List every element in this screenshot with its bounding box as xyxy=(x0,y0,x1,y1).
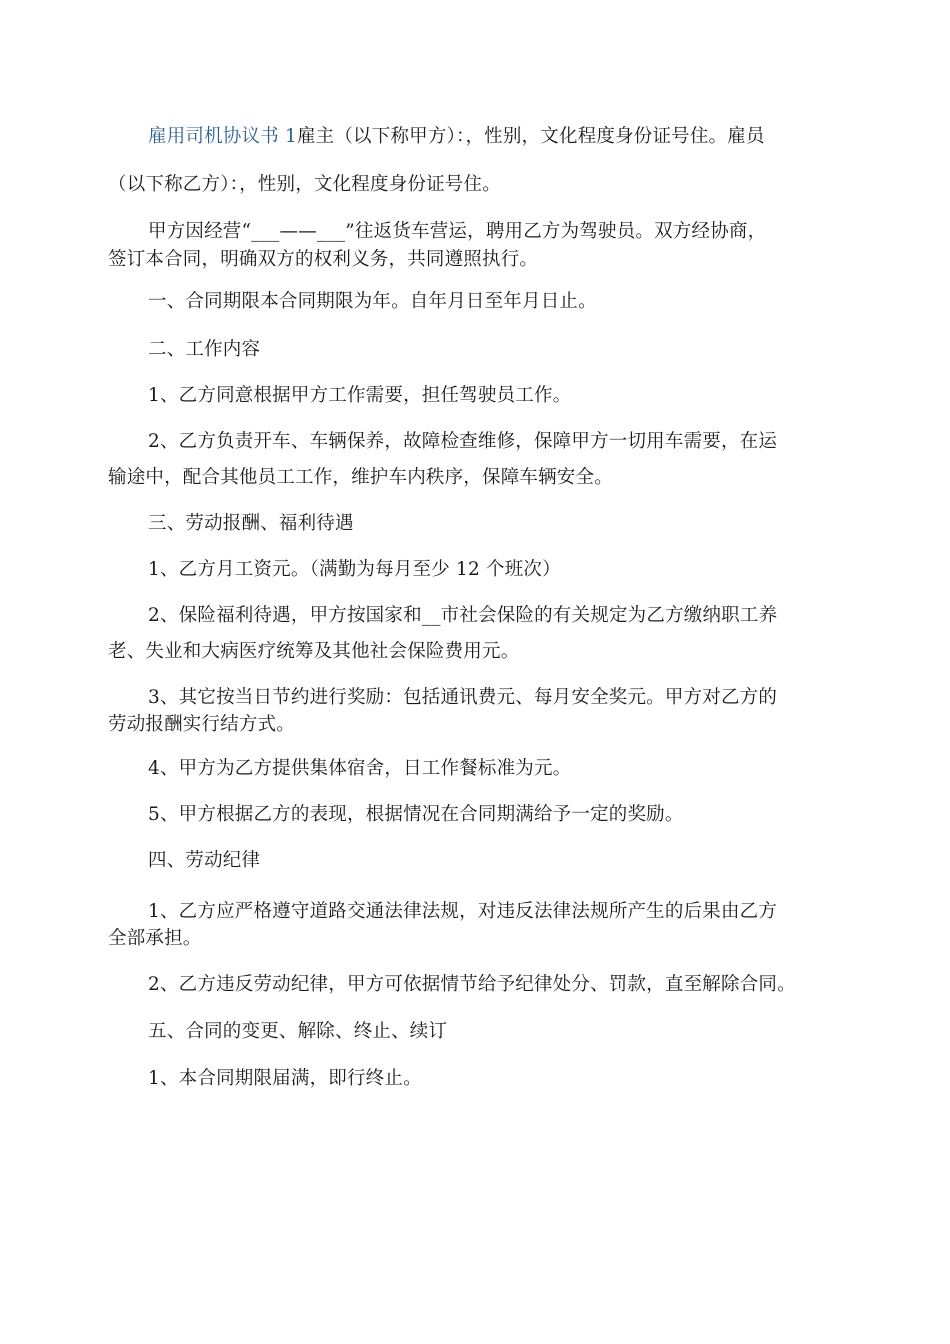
clause-remuneration-3-line-2: 劳动报酬实行结方式。 xyxy=(108,714,296,735)
clause-discipline-1-line-1: 1、乙方应严格遵守道路交通法律法规，对违反法律法规所产生的后果由乙方 xyxy=(148,901,778,922)
intro-text: 雇主（以下称甲方）：，性别，文化程度身份证号住。雇员 xyxy=(296,126,765,147)
paragraph-purpose-line-2: 签订本合同，明确双方的权利义务，共同遵照执行。 xyxy=(108,249,539,270)
clause-remuneration-3-line-1: 3、其它按当日节约进行奖励：包括通讯费元、每月安全奖元。甲方对乙方的 xyxy=(148,687,778,708)
clause-work-1: 1、乙方同意根据甲方工作需要，担任驾驶员工作。 xyxy=(148,385,572,406)
clause-discipline-2: 2、乙方违反劳动纪律，甲方可依据情节给予纪律处分、罚款，直至解除合同。 xyxy=(148,974,796,995)
section-heading-discipline: 四、劳动纪律 xyxy=(148,850,261,871)
section-contract-term: 一、合同期限本合同期限为年。自年月日至年月日止。 xyxy=(148,291,597,312)
paragraph-intro-line-2: （以下称乙方）：，性别，文化程度身份证号住。 xyxy=(108,174,501,195)
section-heading-contract-changes: 五、合同的变更、解除、终止、续订 xyxy=(148,1021,448,1042)
paragraph-intro-line-1 xyxy=(148,126,765,148)
paragraph-purpose-line-1: 甲方因经营“___——___”往返货车营运，聘用乙方为驾驶员。双方经协商， xyxy=(148,221,767,242)
clause-contract-changes-1: 1、本合同期限届满，即行终止。 xyxy=(148,1068,422,1089)
clause-work-2-line-1: 2、乙方负责开车、车辆保养，故障检查维修，保障甲方一切用车需要，在运 xyxy=(148,431,778,452)
document-title: 雇用司机协议书 1 xyxy=(148,126,297,147)
clause-remuneration-5: 5、甲方根据乙方的表现，根据情况在合同期满给予一定的奖励。 xyxy=(148,804,684,825)
clause-discipline-1-line-2: 全部承担。 xyxy=(108,928,202,949)
section-heading-remuneration: 三、劳动报酬、福利待遇 xyxy=(148,513,354,534)
clause-work-2-line-2: 输途中，配合其他员工工作，维护车内秩序，保障车辆安全。 xyxy=(108,467,613,488)
clause-remuneration-2-line-2: 老、失业和大病医疗统筹及其他社会保险费用元。 xyxy=(108,641,520,662)
section-heading-work-content: 二、工作内容 xyxy=(148,339,261,360)
clause-remuneration-4: 4、甲方为乙方提供集体宿舍，日工作餐标准为元。 xyxy=(148,758,572,779)
clause-remuneration-1: 1、乙方月工资元。（满勤为每月至少 12 个班次） xyxy=(148,559,561,580)
clause-remuneration-2-line-1: 2、保险福利待遇，甲方按国家和__市社会保险的有关规定为乙方缴纳职工养 xyxy=(148,605,778,626)
